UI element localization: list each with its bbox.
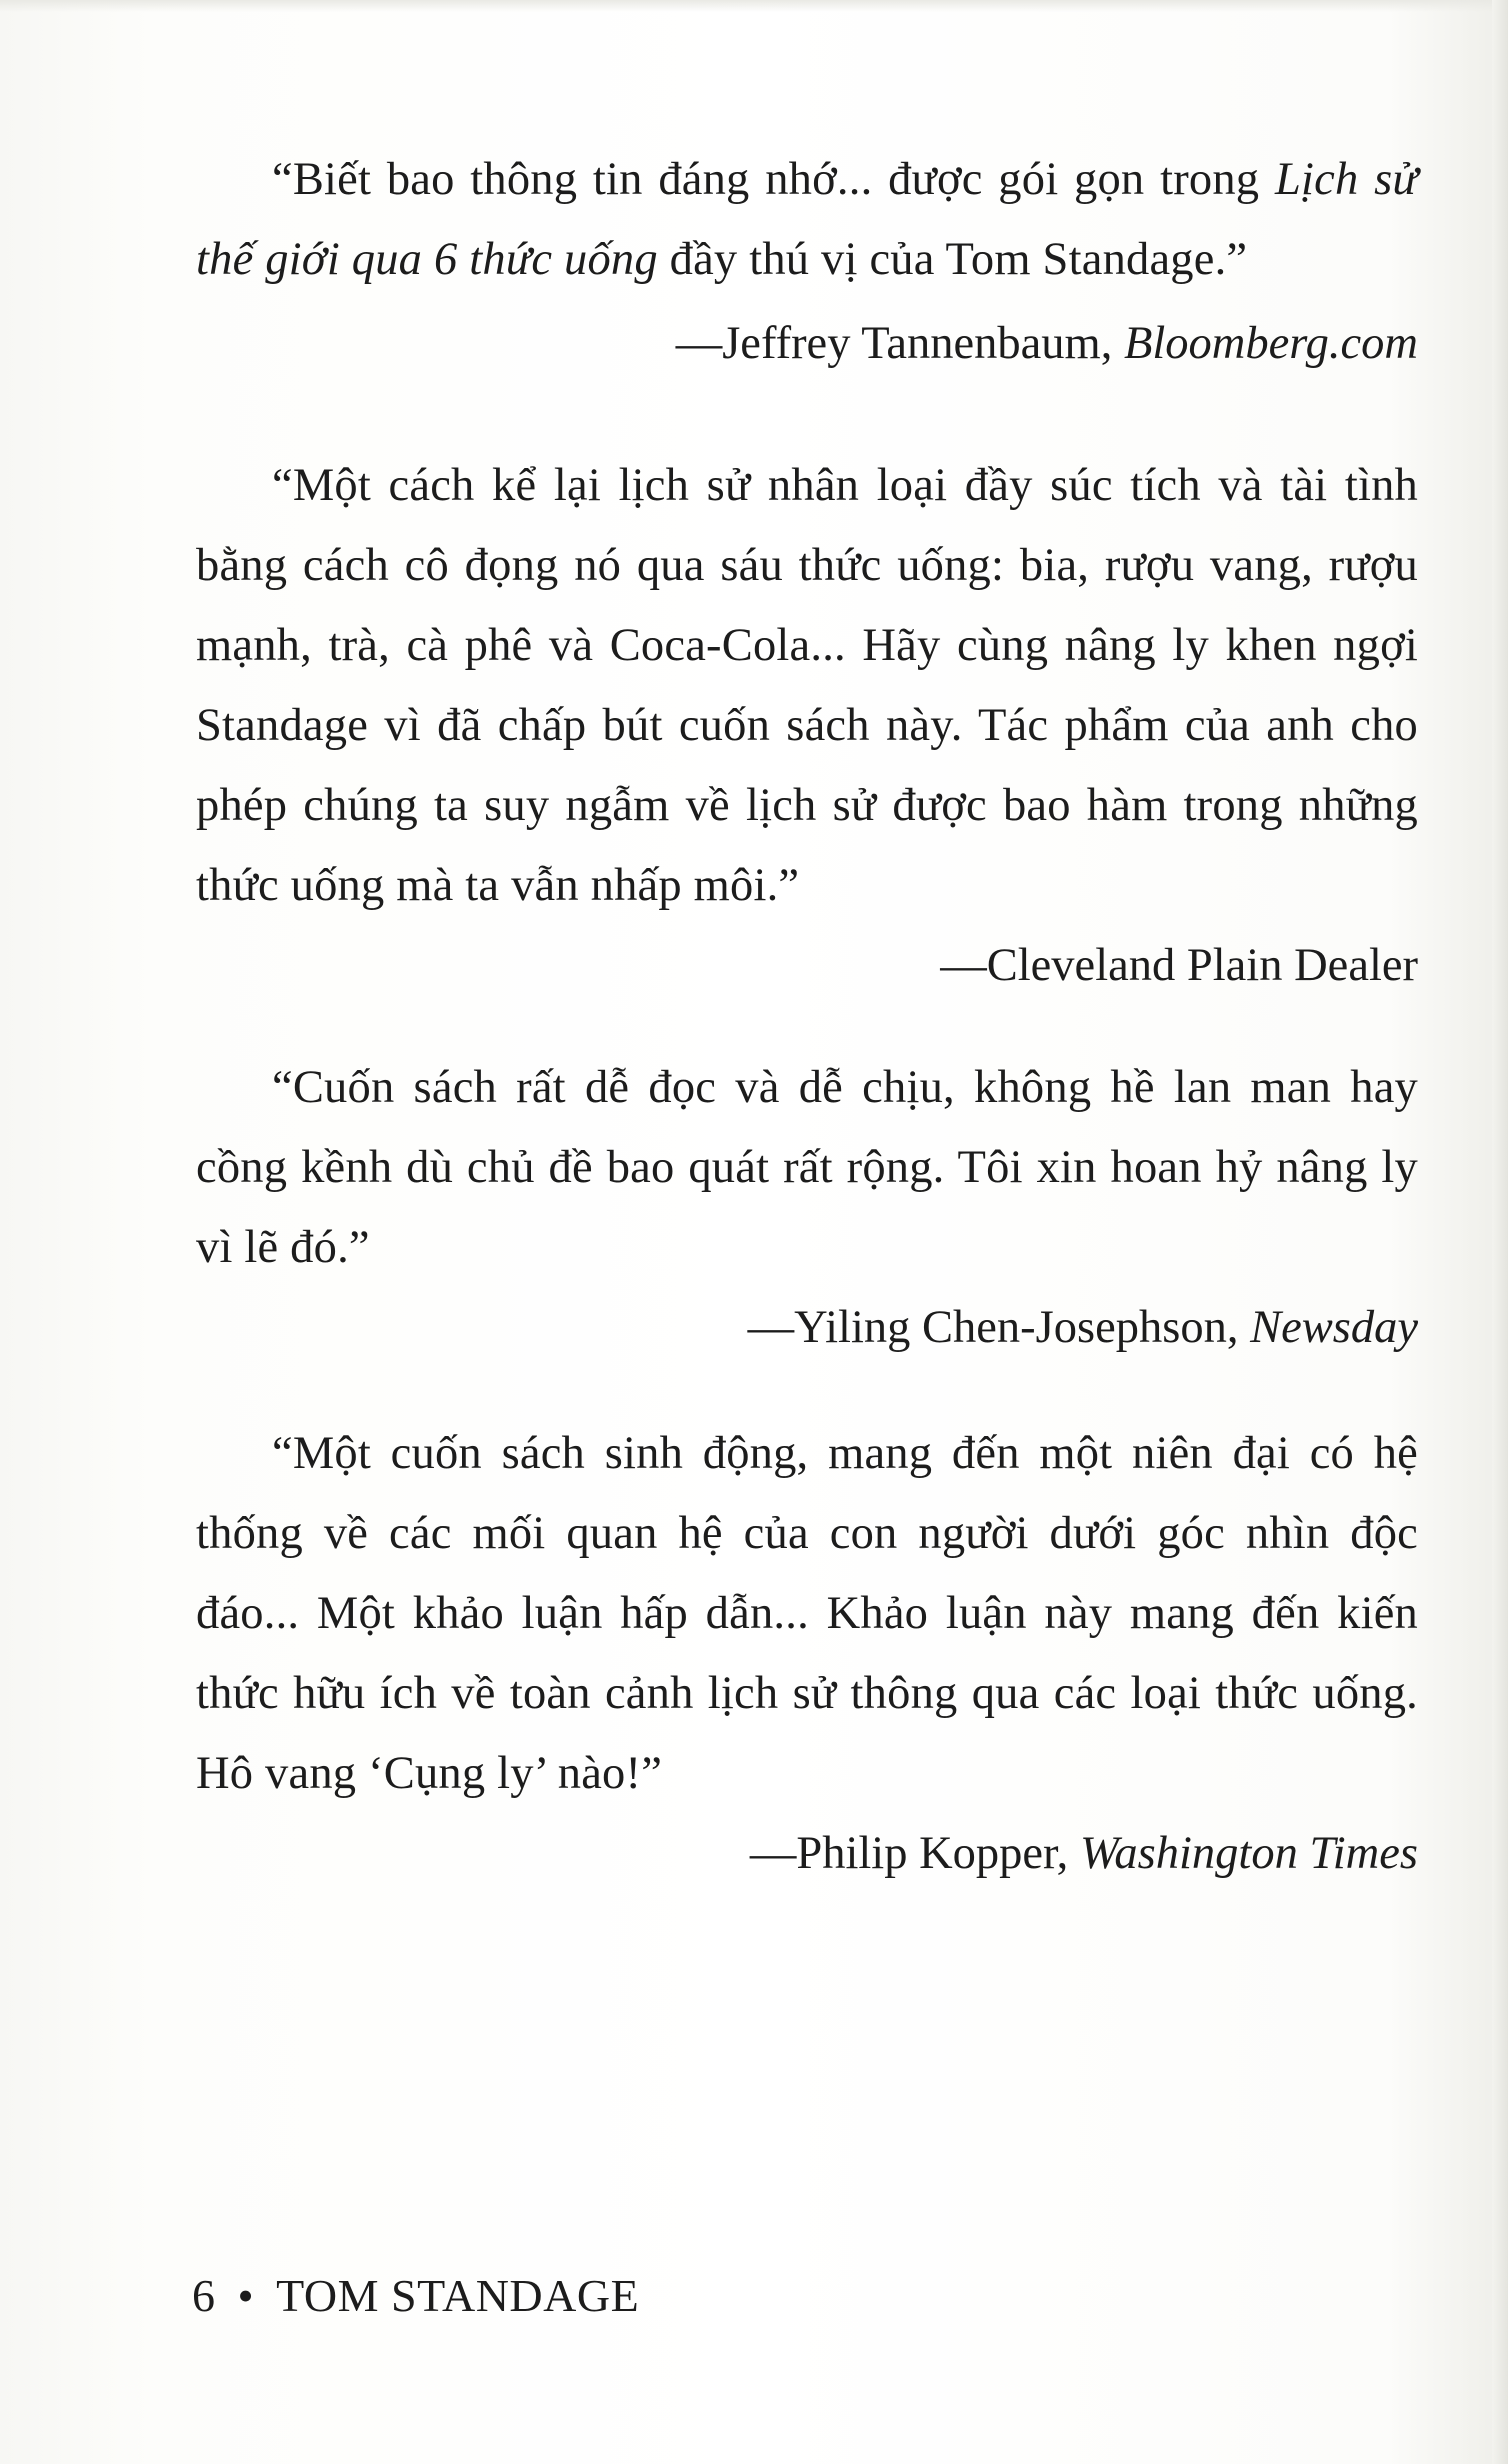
footer-separator: •: [237, 2270, 255, 2321]
source-publication: Bloomberg.com: [1123, 318, 1418, 369]
quote-body: “Biết bao thông tin đáng nhớ... được gói gọn trong: [272, 154, 1275, 205]
quote-3: [196, 1048, 1418, 1368]
page-footer: [192, 2266, 639, 2326]
book-title: Lịch sử thế giới qua 6 thức uống: [196, 154, 1418, 285]
quote-text: “Một cuốn sách sinh động, mang đến một niên đại có hệ thống về các mối quan hệ của con người dưới góc nhìn độc đáo... Một khảo luận hấp dẫn... Khảo luận này mang đến kiến thức hữu ích về toàn cảnh lịch sử thông qua các loại thức uống. Hô vang ‘Cụng ly’ nào!”: [196, 1428, 1418, 1799]
source-publication: Newsday: [1250, 1302, 1418, 1353]
quote-body-end: đầy thú vị của Tom Standage.”: [657, 234, 1248, 285]
quote-attribution: [196, 926, 1418, 1006]
page-top-edge: [0, 0, 1508, 12]
running-header-author: TOM STANDAGE: [276, 2270, 640, 2321]
page-number: 6: [192, 2270, 216, 2321]
quote-text: [196, 140, 1418, 300]
quote-text: “Một cách kể lại lịch sử nhân loại đầy súc tích và tài tình bằng cách cô đọng nó qua sáu thức uống: bia, rượu vang, rượu mạnh, trà, cà phê và Coca-Cola... Hãy cùng nâng ly khen ngợi Standage vì đã chấp bút cuốn sách này. Tác phẩm của anh cho phép chúng ta suy ngẫm về lịch sử được bao hàm trong những thức uống mà ta vẫn nhấp môi.”: [196, 460, 1418, 911]
source-name: —Philip Kopper,: [749, 1828, 1080, 1879]
quote-attribution: [196, 304, 1418, 384]
quote-4: [196, 1414, 1418, 1894]
quote-text: “Cuốn sách rất dễ đọc và dễ chịu, không hề lan man hay cồng kềnh dù chủ đề bao quát rất rộng. Tôi xin hoan hỷ nâng ly vì lẽ đó.”: [196, 1062, 1418, 1273]
page-binding-edge: [1492, 0, 1508, 2464]
source-publication: Washington Times: [1079, 1828, 1418, 1879]
quote-attribution: [196, 1288, 1418, 1368]
source-name: —Yiling Chen-Josephson,: [747, 1302, 1251, 1353]
source-name: —Jeffrey Tannenbaum,: [675, 318, 1124, 369]
quote-1: [196, 140, 1418, 384]
quote-attribution: [196, 1814, 1418, 1894]
quote-2: [196, 446, 1418, 1006]
source-name: —Cleveland Plain Dealer: [940, 940, 1418, 991]
praise-quotes: [196, 140, 1418, 1894]
